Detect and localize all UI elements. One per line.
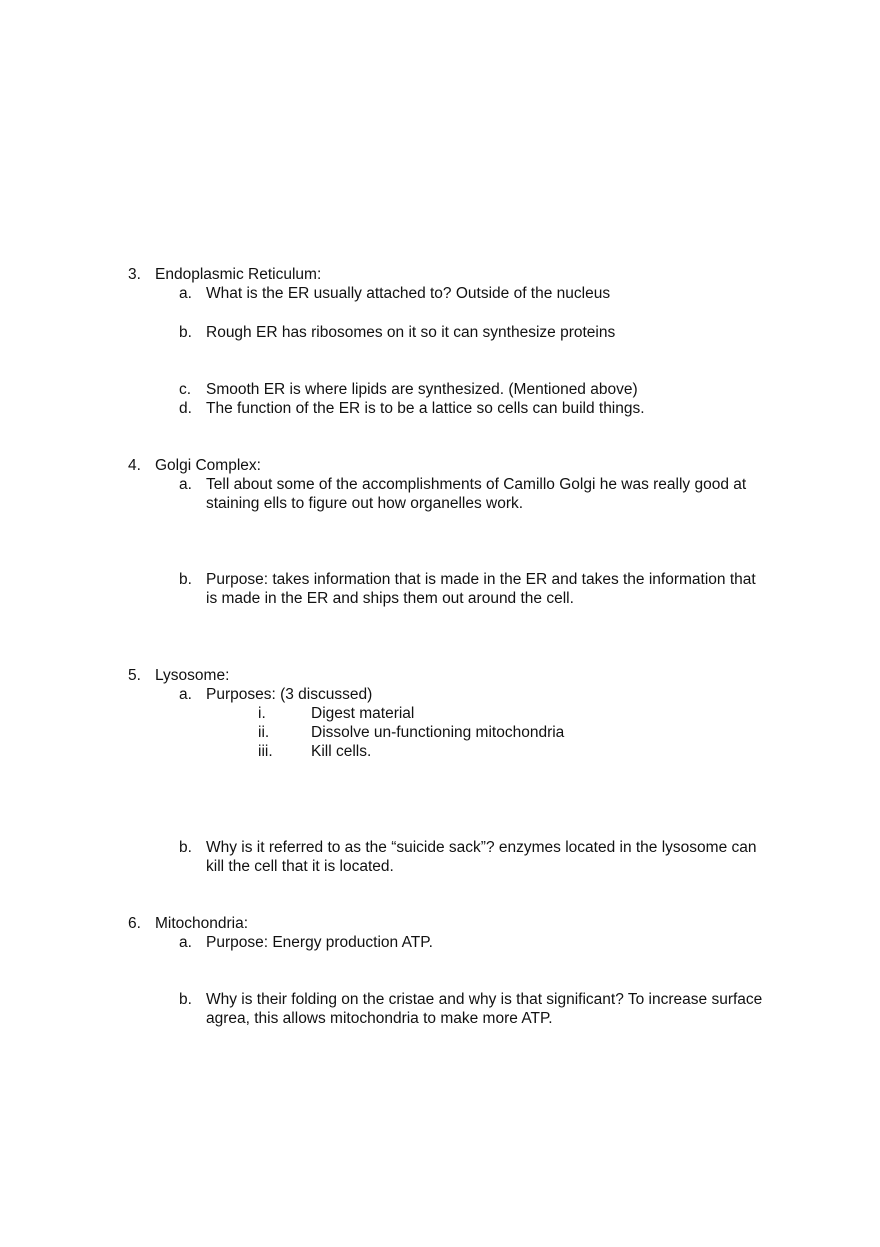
item-text: Why is their folding on the cristae and why is that significant? To increase surface (206, 991, 763, 1008)
item-text: Rough ER has ribosomes on it so it can synthesize proteins (206, 324, 616, 341)
item-text: Smooth ER is where lipids are synthesized. (Mentioned above) (206, 381, 638, 398)
item-letter: a. (179, 934, 192, 951)
item-letter: b. (179, 324, 192, 341)
item-text: is made in the ER and ships them out around the cell. (206, 590, 574, 607)
item-text: Digest material (311, 705, 415, 722)
section-number: 5. (128, 667, 141, 684)
section-number: 4. (128, 457, 141, 474)
item-text: staining ells to figure out how organelles work. (206, 495, 524, 512)
item-text: agrea, this allows mitochondria to make more ATP. (206, 1010, 553, 1027)
item-text: Tell about some of the accomplishments of Camillo Golgi he was really good at (206, 476, 747, 493)
item-roman: i. (258, 705, 266, 722)
section-title: Mitochondria: (155, 915, 249, 932)
item-letter: a. (179, 686, 192, 703)
section-title: Golgi Complex: (155, 457, 261, 474)
item-text: Dissolve un-functioning mitochondria (311, 724, 565, 741)
item-letter: b. (179, 571, 192, 588)
section-number: 3. (128, 266, 141, 283)
section-title: Endoplasmic Reticulum: (155, 266, 322, 283)
item-text: kill the cell that it is located. (206, 858, 394, 875)
item-letter: b. (179, 991, 192, 1008)
item-letter: d. (179, 400, 192, 417)
item-text: What is the ER usually attached to? Outside of the nucleus (206, 285, 611, 302)
section-number: 6. (128, 915, 141, 932)
item-letter: a. (179, 476, 192, 493)
item-roman: ii. (258, 724, 270, 741)
item-text: Purposes: (3 discussed) (206, 686, 373, 703)
item-text: Kill cells. (311, 743, 372, 760)
item-roman: iii. (258, 743, 273, 760)
item-text: Purpose: takes information that is made in the ER and takes the information that (206, 571, 756, 588)
item-letter: c. (179, 381, 192, 398)
item-letter: b. (179, 839, 192, 856)
item-letter: a. (179, 285, 192, 302)
section-title: Lysosome: (155, 667, 230, 684)
item-text: The function of the ER is to be a lattice so cells can build things. (206, 400, 645, 417)
item-text: Purpose: Energy production ATP. (206, 934, 433, 951)
item-text: Why is it referred to as the “suicide sack”? enzymes located in the lysosome can (206, 839, 757, 856)
